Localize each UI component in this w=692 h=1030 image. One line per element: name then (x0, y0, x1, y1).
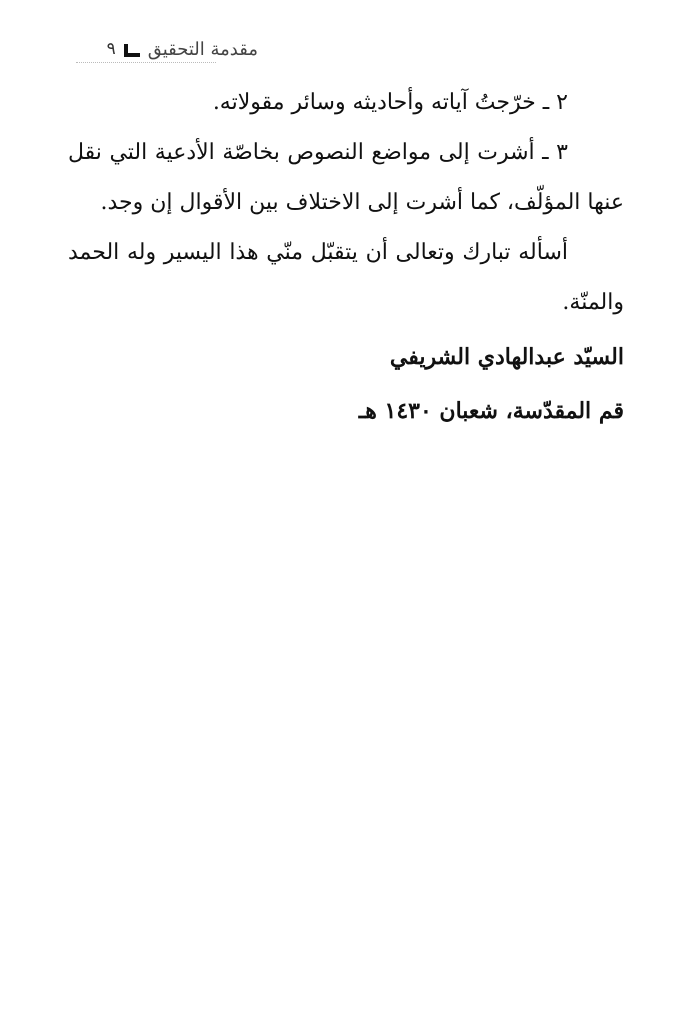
place-and-date: قم المقدّسة، شعبان ١٤٣٠ هـ (358, 398, 624, 424)
paragraph-closing: أسأله تبارك وتعالى أن يتقبّل منّي هذا اليسير وله الحمد والمنّة. (68, 240, 624, 315)
header-corner-mark-icon (124, 44, 140, 57)
paragraph-item-3: ٣ ـ أشرت إلى مواضع النصوص بخاصّة الأدعية التي نقل عنها المؤلّف، كما أشرت إلى الاختلاف بين الأقوال إن وجد. (68, 140, 624, 215)
author-signature: السيّد عبدالهادي الشريفي (389, 344, 624, 370)
page-number: ٩ (106, 39, 116, 59)
paragraph-item-2: ٢ ـ خرّجتُ آياته وأحاديثه وسائر مقولاته. (212, 90, 568, 115)
page-body (68, 78, 624, 438)
header-title: مقدمة التحقيق (147, 38, 258, 60)
header-dotted-rule (76, 62, 216, 63)
running-header (68, 34, 258, 64)
